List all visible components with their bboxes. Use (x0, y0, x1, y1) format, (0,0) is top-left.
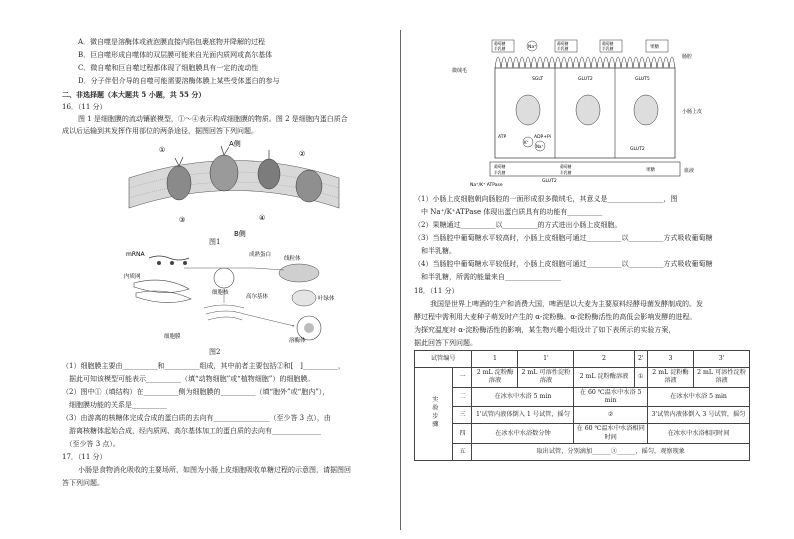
q17-intro-1: 小肠是食物消化吸收的主要场所，如图为小肠上皮细胞吸收单糖过程的示意图，请据图回 (78, 466, 351, 474)
q17-q3b: 和半乳糖。 (414, 247, 456, 255)
fig-glut2-right: GLUT2 (630, 147, 645, 152)
fig1-num2: ② (299, 150, 306, 158)
fig-bot-galactose-1: 半乳糖 (494, 170, 506, 175)
fig2-lysosome: 溶酶体 (289, 338, 306, 344)
experiment-table (414, 350, 750, 461)
fig-bot-fructose: 果糖 (646, 168, 655, 173)
figure-2-trafficking (124, 248, 344, 344)
fig2-er: 内质网 (124, 274, 141, 280)
q16-q1: （1）细胞膜主要由__________和__________组成，其中前者主要包括②和[ ]__________， (62, 362, 345, 370)
q17-q1b: 中 Na⁺/K⁺ATPase 体现出蛋白质具有的功能有__________ (414, 208, 603, 216)
q16-q2: （2）图中①（填结构）在__________侧为细胞膜的__________（填“胞外”或“胞内”）， (62, 388, 330, 396)
table-section-label: 实验步骤 (415, 368, 453, 461)
table-header-cell: 3' (694, 351, 750, 368)
fig-top-fructose: 果糖 (650, 45, 659, 50)
fig-glut5: GLUT5 (635, 77, 650, 82)
table-row (415, 424, 750, 444)
q16-header: 16．（11 分） (62, 103, 107, 111)
table-step-label: 二 (453, 387, 472, 407)
q16-q1b: 据此可知该模型可能表示__________（填“动物细胞”或“植物细胞”）的细胞膜。 (62, 375, 315, 383)
fig-sglt: SGLT (532, 77, 543, 82)
table-cell: 1'试管内液体倒入 1 号试管，摇匀 (472, 407, 574, 424)
fig-na-bottom: Na⁺ (536, 144, 544, 149)
fig1-num4: ④ (259, 214, 266, 222)
table-cell: 2 mL 淀粉酶溶液 (574, 368, 634, 388)
table-header-cell: 2' (634, 351, 647, 368)
q17-q3: （3）当肠腔中葡萄糖水平较高时，小肠上皮细胞可通过__________以__________方式吸收葡萄糖 (414, 234, 713, 242)
q18-intro-1: 我国是世界上啤酒的生产和消费大国，啤酒是以大麦为主要原料经酵母菌发酵制成的。发 (430, 300, 703, 308)
fig-top-galactose-1: 半乳糖 (494, 46, 506, 51)
fig-top-glucose-1: 葡萄糖 (494, 41, 506, 46)
table-header-label: 试管编号 (415, 351, 472, 368)
table-cell: 2 mL 淀粉酶溶液 (648, 368, 694, 388)
table-row (415, 387, 750, 407)
fig2-label: 图2 (209, 348, 221, 356)
table-row (415, 407, 750, 424)
fig1-label: 图1 (209, 238, 221, 246)
table-cell: 2 mL 可溶性淀粉溶液 (694, 368, 750, 388)
table-cell: 在冰水中水浴数分钟 (472, 424, 574, 444)
table-step-label: 五 (453, 444, 472, 461)
table-cell: 在 60 ℃温水中水浴相同时间 (574, 424, 648, 444)
figure-intestine (450, 38, 710, 188)
fig1-num1: ① (159, 146, 166, 154)
option-c: C．微自噬和巨自噬过程都体现了细胞膜具有一定的流动性 (78, 64, 259, 72)
column-divider (400, 30, 401, 530)
fig-bot-glucose-1: 葡萄糖 (494, 164, 506, 169)
fig-glut2-bottom: GLUT2 (542, 179, 557, 184)
fig-top-galactose-3: 半乳糖 (602, 46, 614, 51)
fig-bot-galactose-2: 半乳糖 (560, 170, 572, 175)
table-row (415, 368, 750, 388)
fig2-mrna: mRNA (126, 251, 145, 258)
table-row (415, 444, 750, 461)
fig-top-na: Na⁺ (528, 45, 537, 50)
fig-top-galactose-2: 半乳糖 (557, 46, 569, 51)
table-step-label: 一 (453, 368, 472, 388)
option-d: D．分子伴侣介导的自噬可能需要溶酶体膜上某些受体蛋白的参与 (78, 77, 280, 85)
fig1-num3: ③ (179, 216, 186, 224)
fig2-mature: 成熟蛋白 (249, 252, 272, 258)
q18-intro-3: 为探究温度对 α-淀粉酶活性的影响，某生物兴趣小组设计了如下表所示的实验方案， (414, 326, 676, 334)
fig-microvilli: 微绒毛 (452, 68, 468, 74)
q17-header: 17．（11 分） (62, 453, 107, 461)
fig-lumen: 肠腔 (682, 54, 693, 60)
section-title: 二、非选择题（本大题共 5 小题，共 55 分） (62, 90, 206, 99)
table-cell: 在冰水中水浴相同时间 (648, 424, 750, 444)
table-cell: 在冰水中水浴 5 min (648, 387, 750, 407)
fig-blood: 血液 (684, 168, 695, 174)
table-cell: ② (574, 407, 648, 424)
table-cell: 2 mL 淀粉酶溶液 (472, 368, 518, 388)
table-step-label: 三 (453, 407, 472, 424)
fig2-mito: 线粒体 (284, 256, 301, 262)
fig2-chloro: 叶绿体 (318, 296, 335, 302)
table-step-label: 四 (453, 424, 472, 444)
q16-q3c: （至少答 3 点）。 (62, 440, 120, 448)
fig2-nucleus: 细胞核 (212, 290, 229, 296)
q17-intro-2: 答下列问题。 (62, 479, 104, 487)
option-a: A．微自噬是溶酶体或液泡膜直接内陷包裹底物并降解的过程 (78, 38, 266, 46)
fig-top-glucose-2: 葡萄糖 (557, 41, 569, 46)
table-header-cell: 1' (518, 351, 574, 368)
table-cell: 在冰水中水浴 5 min (472, 387, 574, 407)
q16-q3b: 游离核糖体起始合成，经内质网、高尔基体加工的蛋白质的去向有______________ (62, 427, 321, 435)
q16-intro-2: 成以后运输到其发挥作用部位的两条途径，据图回答下列问题。 (62, 127, 258, 135)
table-header-cell: 1 (472, 351, 518, 368)
fig2-membrane: 细胞膜 (164, 334, 181, 340)
table-cell: ① (634, 368, 647, 388)
fig-bot-glucose-2: 葡萄糖 (560, 164, 572, 169)
q18-header: 18．（11 分） (414, 287, 459, 295)
fig2-golgi: 高尔基体 (246, 294, 269, 300)
q18-intro-2: 酵过程中需利用大麦种子萌发时产生的 α-淀粉酶。α-淀粉酶活性的高低会影响发酵的进程。 (414, 313, 697, 321)
q17-q1: （1）小肠上皮细胞朝向肠腔的一面形成很多微绒毛，其意义是________________，图 (414, 195, 678, 203)
fig-cell: 小肠上皮 (682, 109, 703, 115)
table-header-cell: 2 (574, 351, 634, 368)
fig-atp: ATP (498, 135, 507, 140)
fig-k: K⁺ (524, 140, 529, 145)
fig-adp: ADP+Pi (534, 135, 551, 140)
fig1-side-b: B侧 (234, 230, 246, 238)
table-cell: 在 60 ℃温水中水浴 5 min (574, 387, 648, 407)
q17-q4: （4）当肠腔中葡萄糖水平较低时，小肠上皮细胞可通过__________以__________方式吸收葡萄糖 (414, 260, 713, 268)
table-cell: 3'试管内液体倒入 3 号试管，摇匀 (648, 407, 750, 424)
table-cell: 2 mL 可溶性淀粉溶液 (518, 368, 574, 388)
table-cell: 取出试管，分别滴加______③______，摇匀，观察现象 (472, 444, 750, 461)
table-header-cell: 3 (648, 351, 694, 368)
q16-q2b: 细胞膜功能的关系是__________ (62, 401, 167, 409)
q17-q4b: 和半乳糖，所需的能量来自________________ (414, 273, 561, 281)
table-header-row (415, 351, 750, 368)
figure-1-membrane (119, 138, 349, 240)
option-b: B．巨自噬形成自噬体的双层膜可能来自光面内质网或高尔基体 (78, 51, 273, 59)
q16-q3: （3）由游离的核糖体完成合成的蛋白质的去向有________________（至少答 3 点），由 (62, 414, 331, 422)
fig-glut2-top: GLUT2 (578, 77, 593, 82)
fig1-side-a: A侧 (229, 140, 241, 148)
fig-top-glucose-3: 葡萄糖 (602, 41, 614, 46)
fig-pump: Na⁺/K⁺ ATPase (470, 183, 503, 188)
q17-q2: （2）果糖通过__________以__________的方式进出小肠上皮细胞。 (414, 221, 622, 229)
q18-intro-4: 据此回答下列问题。 (414, 339, 477, 347)
q16-intro-1: 图 1 是细胞膜的流动镶嵌模型，①～④表示构成细胞膜的物质。图 2 是细胞内蛋白质合 (78, 115, 348, 123)
